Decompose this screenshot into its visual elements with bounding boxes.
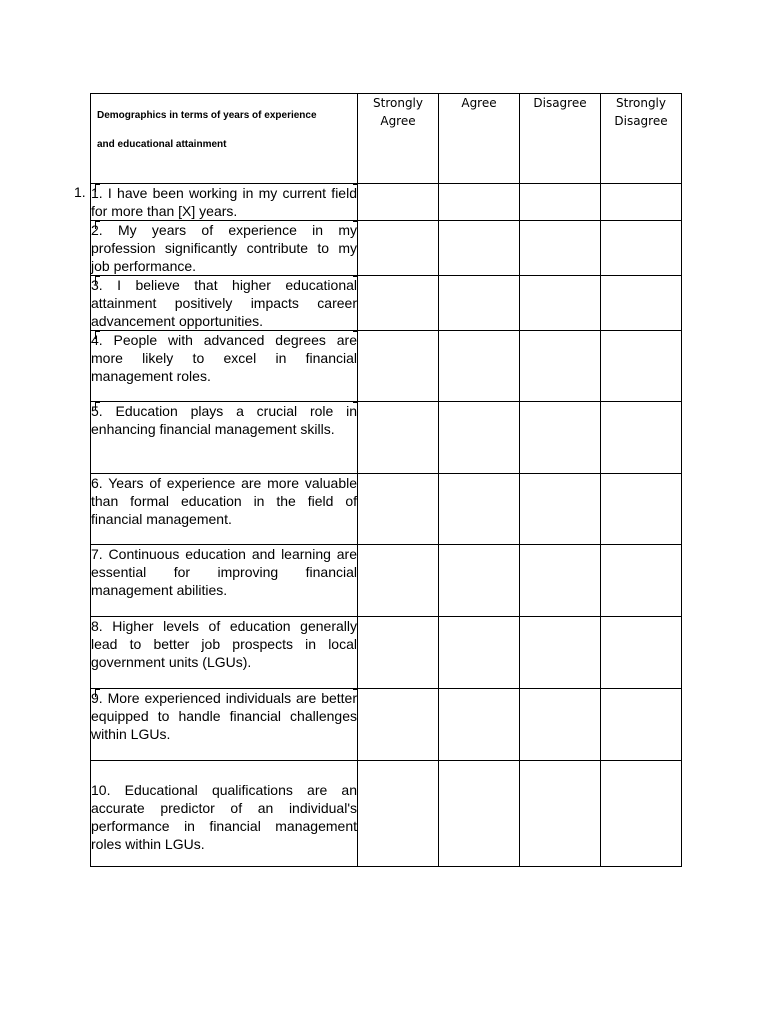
answer-cell-strongly-disagree[interactable] — [601, 689, 682, 761]
answer-cell-strongly-agree[interactable] — [358, 689, 439, 761]
question-cell — [91, 617, 358, 689]
answer-cell-disagree[interactable] — [520, 617, 601, 689]
answer-cell-strongly-disagree[interactable] — [601, 184, 682, 221]
question-cell — [91, 331, 358, 402]
answer-cell-strongly-agree[interactable] — [358, 276, 439, 331]
question-cell — [91, 545, 358, 617]
answer-cell-strongly-disagree[interactable] — [601, 474, 682, 545]
answer-cell-strongly-disagree[interactable] — [601, 761, 682, 867]
answer-cell-strongly-disagree[interactable] — [601, 402, 682, 474]
question-header-line-2: and educational attainment — [97, 139, 227, 150]
question-text: 10. Educational qualifications are an accurate predictor of an individual's performance in financial management roles within LGUs. — [91, 781, 357, 852]
table-row — [91, 276, 682, 331]
answer-cell-disagree[interactable] — [520, 276, 601, 331]
question-text: 4. People with advanced degrees are more likely to excel in financial management roles. — [91, 332, 357, 384]
scale-header-agree: Agree — [439, 94, 520, 184]
table-row — [91, 402, 682, 474]
answer-cell-agree[interactable] — [439, 184, 520, 221]
answer-cell-strongly-agree[interactable] — [358, 402, 439, 474]
answer-cell-agree[interactable] — [439, 545, 520, 617]
question-cell — [91, 689, 358, 761]
answer-cell-disagree[interactable] — [520, 689, 601, 761]
answer-cell-strongly-agree[interactable] — [358, 221, 439, 276]
question-text: 1. I have been working in my current field for more than [X] years. — [91, 185, 357, 219]
question-cell — [91, 761, 358, 867]
answer-cell-strongly-disagree[interactable] — [601, 617, 682, 689]
answer-cell-disagree[interactable] — [520, 331, 601, 402]
table-row — [91, 331, 682, 402]
table-row — [91, 617, 682, 689]
table-header-row — [91, 94, 682, 184]
scale-header-disagree: Disagree — [520, 94, 601, 184]
question-cell — [91, 221, 358, 276]
answer-cell-disagree[interactable] — [520, 402, 601, 474]
answer-cell-strongly-agree[interactable] — [358, 761, 439, 867]
answer-cell-agree[interactable] — [439, 761, 520, 867]
answer-cell-strongly-disagree[interactable] — [601, 276, 682, 331]
answer-cell-agree[interactable] — [439, 331, 520, 402]
table-row — [91, 221, 682, 276]
question-cell — [91, 474, 358, 545]
answer-cell-agree[interactable] — [439, 221, 520, 276]
answer-cell-disagree[interactable] — [520, 184, 601, 221]
answer-cell-disagree[interactable] — [520, 221, 601, 276]
question-text: 2. My years of experience in my profession significantly contribute to my job performance. — [91, 222, 357, 274]
answer-cell-agree[interactable] — [439, 689, 520, 761]
answer-cell-strongly-agree[interactable] — [358, 184, 439, 221]
question-text: 9. More experienced individuals are better equipped to handle financial challenges within LGUs. — [91, 690, 357, 742]
answer-cell-strongly-agree[interactable] — [358, 545, 439, 617]
answer-cell-strongly-disagree[interactable] — [601, 221, 682, 276]
answer-cell-agree[interactable] — [439, 276, 520, 331]
table-row — [91, 184, 682, 221]
likert-survey-table — [90, 93, 682, 867]
answer-cell-disagree[interactable] — [520, 474, 601, 545]
answer-cell-disagree[interactable] — [520, 761, 601, 867]
scale-header-strongly-disagree: Strongly Disagree — [601, 94, 682, 184]
question-text: 3. I believe that higher educational attainment positively impacts career advancement opportunities. — [91, 277, 357, 329]
question-text: 7. Continuous education and learning are essential for improving financial management abilities. — [91, 546, 357, 598]
question-cell — [91, 184, 358, 221]
table-row — [91, 689, 682, 761]
answer-cell-strongly-agree[interactable] — [358, 331, 439, 402]
question-text: 5. Education plays a crucial role in enhancing financial management skills. — [91, 403, 357, 437]
question-header-line-1: Demographics in terms of years of experience — [97, 110, 317, 121]
table-row — [91, 474, 682, 545]
table-row — [91, 761, 682, 867]
answer-cell-disagree[interactable] — [520, 545, 601, 617]
question-cell — [91, 276, 358, 331]
answer-cell-agree[interactable] — [439, 474, 520, 545]
answer-cell-agree[interactable] — [439, 402, 520, 474]
answer-cell-agree[interactable] — [439, 617, 520, 689]
list-marker: 1. — [74, 184, 86, 200]
scale-header-strongly-agree: Strongly Agree — [358, 94, 439, 184]
question-column-header — [91, 94, 358, 184]
answer-cell-strongly-agree[interactable] — [358, 617, 439, 689]
answer-cell-strongly-disagree[interactable] — [601, 331, 682, 402]
question-text: 6. Years of experience are more valuable than formal education in the field of financial management. — [91, 475, 357, 527]
answer-cell-strongly-disagree[interactable] — [601, 545, 682, 617]
table-row — [91, 545, 682, 617]
answer-cell-strongly-agree[interactable] — [358, 474, 439, 545]
question-cell — [91, 402, 358, 474]
question-text: 8. Higher levels of education generally lead to better job prospects in local government units (LGUs). — [91, 618, 357, 670]
